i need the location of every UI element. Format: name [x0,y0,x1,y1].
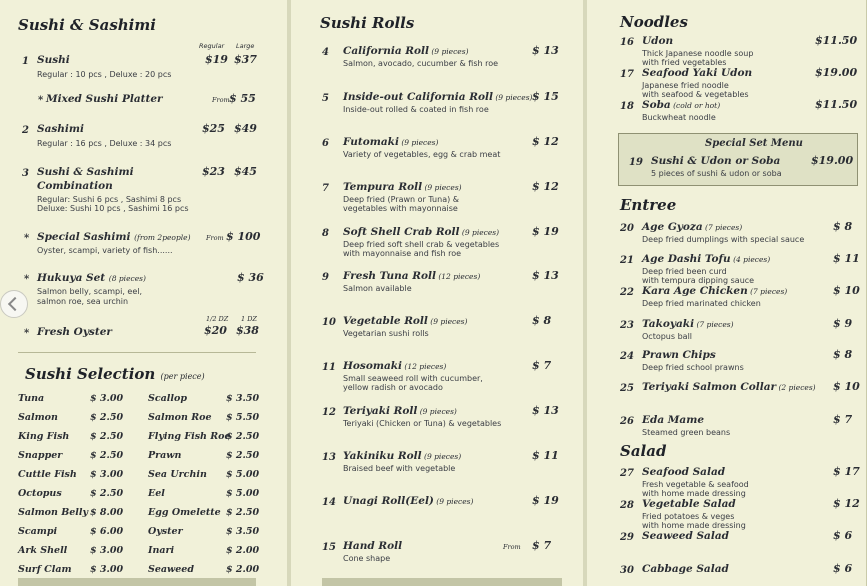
item-description: Small seaweed roll with cucumber, [343,374,483,383]
item-description: with seafood & vegetables [642,90,749,99]
item-price: $ 8 [833,220,853,233]
item-name-text: Seafood Yaki Udon [642,67,753,79]
item-price: $ 6 [833,562,853,575]
table-row [18,507,268,526]
item-price-large: $45 [234,165,257,178]
table-row [18,488,268,507]
item-description: Deep fried marinated chicken [642,299,761,308]
item-pieces: (9 pieces) [422,183,462,192]
item-price-dozen: $38 [236,324,259,337]
item-pieces: (12 pieces) [435,272,481,281]
table-row [18,431,268,450]
item-description: Regular : 10 pcs , Deluxe : 20 pcs [37,70,172,79]
item-description: Octopus ball [642,332,693,341]
item-number: 29 [620,532,634,543]
table-row [18,393,268,412]
item-name-text: Special Sashimi [37,231,131,243]
item-name-text: Unagi Roll(Eel) [343,495,434,507]
item-name-text: Seaweed Salad [642,530,729,542]
item-name [37,231,191,243]
item-description: with tempura dipping sauce [642,276,755,285]
item-number: 20 [620,223,634,234]
item-price-regular: $19 [205,53,228,66]
fish-name: Salmon Belly [18,507,89,518]
item-number: 17 [620,69,634,80]
item-price: $ 13 [532,269,559,282]
item-bullet: * [24,233,30,244]
item-bullet: * [24,274,30,285]
item-number: 28 [620,500,634,511]
fish-price: $ 2.50 [226,450,260,461]
fish-price: $ 3.00 [90,545,124,556]
item-description: Deep fried (Prawn or Tuna) & [343,195,459,204]
table-row [18,469,268,488]
item-name [642,414,704,426]
item-description: yellow radish or avocado [343,383,443,392]
item-name [343,91,532,103]
item-number: 6 [322,138,329,149]
item-pieces: (9 pieces) [427,317,468,326]
fish-name: Tuna [18,393,45,404]
item-name: Sushi & Udon or Soba [651,155,781,167]
item-from-label: From [503,543,521,551]
item-name-text: Fresh Tuna Roll [343,270,436,282]
fish-price: $ 3.00 [90,469,124,480]
item-name [343,45,469,57]
item-number: 10 [322,317,336,328]
section-title-text: Sushi Selection [25,365,156,383]
bottom-bar [18,578,256,586]
item-bullet: * [24,328,30,339]
fish-name: Salmon [18,412,58,423]
item-name [343,226,499,238]
item-pieces: (7 pieces) [702,223,743,232]
item-description: Deluxe: Sushi 10 pcs , Sashimi 16 pcs [37,204,189,213]
item-price: $ 10 [833,380,860,393]
item-description: Buckwheat noodle [642,113,716,122]
fish-name: Flying Fish Roe [148,431,231,442]
item-price: $11.50 [815,34,858,47]
fish-name: Eel [148,488,165,499]
item-price-regular: $23 [202,165,225,178]
item-number: 15 [322,542,336,553]
item-description: Deep fried dumplings with special sauce [642,235,805,244]
item-name-text: Hosomaki [343,360,403,372]
fish-price: $ 5.00 [226,488,260,499]
item-from-label: From [212,96,230,104]
item-name [343,270,480,282]
page-fold [583,0,587,586]
section-title-entree: Entree [620,196,677,214]
item-price: $ 11 [833,252,860,265]
item-name: Sashimi [37,123,85,135]
item-name-text: Age Gyoza [642,221,703,233]
item-price: $ 8 [833,348,853,361]
fish-price: $ 3.00 [90,564,124,575]
item-pieces: (8 pieces) [108,274,146,283]
item-price: $ 7 [833,413,853,426]
item-number: 13 [322,452,336,463]
item-name [343,450,461,462]
item-name-text: Vegetable Roll [343,315,428,327]
fish-name: Cuttle Fish [18,469,77,480]
item-name-text: Teriyaki Roll [343,405,418,417]
section-title-sushi-sashimi: Sushi & Sashimi [18,16,156,34]
item-name-text: Hand Roll [343,540,403,552]
section-title-sushi-selection [25,365,205,383]
item-name-text: Prawn Chips [642,349,716,361]
item-name-text: Tempura Roll [343,181,423,193]
item-price: $ 13 [532,404,559,417]
item-number: 14 [322,497,336,508]
item-name-text: Udon [642,35,674,47]
item-pieces: (9 pieces) [428,47,469,56]
item-name: Mixed Sushi Platter [46,93,163,105]
item-name [642,530,729,542]
special-set-title: Special Set Menu [705,138,803,149]
item-price: $ 100 [226,230,261,243]
item-price: $ 19 [532,225,559,238]
item-price: $ 12 [833,497,860,510]
page-fold [287,0,291,586]
item-name [343,405,457,417]
item-number: 26 [620,416,634,427]
item-number: 7 [322,183,329,194]
item-description: with home made dressing [642,489,746,498]
item-name-text: Hukuya Set [37,272,106,284]
item-name-text: Age Dashi Tofu [642,253,731,265]
item-name [642,318,734,330]
item-number: 25 [620,383,634,394]
fish-price: $ 2.50 [90,450,124,461]
item-number: 2 [22,125,29,136]
item-name [642,381,816,393]
fish-price: $ 5.00 [226,469,260,480]
item-price: $ 6 [833,529,853,542]
item-name [343,495,473,507]
item-pieces: (9 pieces) [417,407,457,416]
item-name [343,315,467,327]
fish-name: Oyster [148,526,183,537]
item-name: Sushi & Sashimi [37,166,134,178]
fish-price: $ 2.50 [90,431,124,442]
bottom-bar [322,578,562,586]
item-description: Deep fried been curd [642,267,727,276]
item-number: 18 [620,101,634,112]
fish-name: Prawn [148,450,182,461]
item-bullet: * [38,95,44,106]
item-price: $ 19 [532,494,559,507]
carousel-prev-button[interactable] [0,290,28,318]
table-row [18,450,268,469]
item-description: with fried vegetables [642,58,727,67]
item-name: Sushi [37,54,70,66]
fish-name: Surf Clam [18,564,72,575]
item-name: Fresh Oyster [37,326,112,338]
item-number: 23 [620,320,634,331]
item-pieces: (12 pieces) [402,362,447,371]
item-number: 4 [322,47,329,58]
item-number: 3 [22,168,29,179]
item-price: $19.00 [815,66,858,79]
item-name [343,360,446,372]
item-pieces: (9 pieces) [421,452,462,461]
item-description: 5 pieces of sushi & udon or soba [651,169,782,178]
item-name [343,181,462,193]
item-name-text: Inside-out California Roll [343,91,493,103]
item-number: 27 [620,468,634,479]
item-pieces: (9 pieces) [459,228,500,237]
item-price: $ 7 [532,359,552,372]
item-name [642,349,716,361]
section-subtitle: (per piece) [160,372,205,381]
col-label-large: Large [236,42,255,50]
item-description: Deep fried school prawns [642,363,744,372]
fish-price: $ 2.50 [226,431,260,442]
fish-price: $ 3.50 [226,526,260,537]
item-description: Fresh vegetable & seafood [642,480,749,489]
item-price: $ 7 [532,539,552,552]
fish-name: Salmon Roe [148,412,212,423]
item-description: with mayonnaise and fish roe [343,249,462,258]
item-price: $ 15 [532,90,559,103]
item-number: 11 [322,362,336,373]
item-pieces: (7 pieces) [747,287,788,296]
item-price-large: $37 [234,53,257,66]
item-description: Steamed green beans [642,428,731,437]
item-number: 8 [322,228,329,239]
item-number: 19 [629,157,643,168]
item-price: $ 17 [833,465,860,478]
item-price: $ 8 [532,314,552,327]
divider [18,352,256,353]
item-description: with home made dressing [642,521,746,530]
fish-name: Scampi [18,526,58,537]
item-number: 21 [620,255,634,266]
item-description: Salmon available [343,284,412,293]
item-description: Salmon belly, scampi, eel, [37,287,143,296]
fish-name: Octopus [18,488,62,499]
section-title-sushi-rolls: Sushi Rolls [320,14,415,32]
item-pieces: (4 pieces) [730,255,771,264]
item-name [37,272,146,284]
item-description: Cone shape [343,554,391,563]
fish-name: King Fish [18,431,70,442]
item-number: 5 [322,93,329,104]
item-name-text: Soft Shell Crab Roll [343,226,460,238]
item-name [642,253,770,265]
item-number: 12 [322,407,336,418]
item-pieces: (2 pieces) [776,383,816,392]
item-price: $ 10 [833,284,860,297]
item-price: $ 36 [237,271,264,284]
item-price: $ 9 [833,317,853,330]
item-name [343,136,438,148]
special-set-box [618,133,858,186]
item-price: $19.00 [811,154,854,167]
item-name-text: Kara Age Chicken [642,285,748,297]
col-label-regular: Regular [199,42,225,50]
item-name-text: Cabbage Salad [642,563,729,575]
item-description: salmon roe, sea urchin [37,297,129,306]
item-name-text: Seafood Salad [642,466,726,478]
fish-name: Snapper [18,450,63,461]
fish-price: $ 5.50 [226,412,260,423]
item-price: $ 12 [532,135,559,148]
item-pieces: (9 pieces) [398,138,439,147]
item-price: $ 11 [532,449,559,462]
item-description: Variety of vegetables, egg & crab meat [343,150,501,159]
item-price: $11.50 [815,98,858,111]
item-name-text: Yakiniku Roll [343,450,422,462]
item-description: Braised beef with vegetable [343,464,456,473]
item-description: Japanese fried noodle [642,81,729,90]
item-description: Vegetarian sushi rolls [343,329,429,338]
item-description: Regular : 16 pcs , Deluxe : 34 pcs [37,139,172,148]
item-description: Deep fried soft shell crab & vegetables [343,240,500,249]
item-number: 16 [620,37,634,48]
item-description: Teriyaki (Chicken or Tuna) & vegetables [343,419,502,428]
item-name-text: Eda Mame [642,414,705,426]
fish-price: $ 6.00 [90,526,124,537]
item-number: 24 [620,351,634,362]
item-price-regular: $25 [202,122,225,135]
fish-price: $ 2.50 [226,507,260,518]
item-name [642,498,736,510]
item-price-large: $49 [234,122,257,135]
fish-price: $ 2.50 [90,412,124,423]
item-description: Oyster, scampi, variety of fish...... [37,246,173,255]
chevron-left-icon [8,297,22,311]
item-pieces: (from 2people) [134,233,191,242]
item-name [642,466,725,478]
table-row [18,545,268,564]
item-name [642,99,720,111]
item-price-half-dozen: $20 [204,324,227,337]
fish-price: $ 2.50 [90,488,124,499]
section-title-noodles: Noodles [620,13,688,31]
item-name [642,221,742,233]
item-name-text: Futomaki [343,136,399,148]
fish-name: Ark Shell [18,545,68,556]
item-price: $ 13 [532,44,559,57]
fish-name: Egg Omelette [148,507,221,518]
item-number: 1 [22,56,29,67]
item-pieces: (cold or hot) [670,101,721,110]
table-row [18,526,268,545]
item-from-label: From [206,234,224,242]
item-number: 9 [322,272,329,283]
item-name [343,540,402,552]
item-description: Fried potatoes & veges [642,512,735,521]
fish-name: Inari [148,545,175,556]
col-label-dozen: 1 DZ [241,315,257,323]
item-name-line2: Combination [37,180,113,192]
item-name-text: Teriyaki Salmon Collar [642,381,777,393]
item-description: Inside-out rolled & coated in fish roe [343,105,489,114]
item-name-text: Soba [642,99,671,111]
item-price: $ 55 [229,92,256,105]
item-price: $ 12 [532,180,559,193]
fish-name: Seaweed [148,564,194,575]
fish-price: $ 2.00 [226,545,260,556]
item-name-text: California Roll [343,45,429,57]
item-name [642,35,673,47]
item-description: vegetables with mayonnaise [343,204,458,213]
item-description: Regular: Sushi 6 pcs , Sashimi 8 pcs [37,195,182,204]
col-label-half-dozen: 1/2 DZ [206,315,229,323]
item-description: Salmon, avocado, cucumber & fish roe [343,59,499,68]
item-pieces: (9 pieces) [492,93,533,102]
fish-name: Scallop [148,393,187,404]
fish-price: $ 3.50 [226,393,260,404]
item-pieces: (9 pieces) [433,497,474,506]
item-number: 22 [620,287,634,298]
table-row [18,412,268,431]
item-name-text: Vegetable Salad [642,498,736,510]
item-number: 30 [620,565,634,576]
section-title-salad: Salad [620,442,667,460]
fish-name: Sea Urchin [148,469,207,480]
item-name-text: Takoyaki [642,318,695,330]
fish-price: $ 2.00 [226,564,260,575]
item-description: Thick Japanese noodle soup [642,49,754,58]
item-pieces: (7 pieces) [694,320,734,329]
item-name [642,563,729,575]
item-name [642,67,752,79]
fish-price: $ 8.00 [90,507,124,518]
item-name [642,285,787,297]
fish-price: $ 3.00 [90,393,124,404]
